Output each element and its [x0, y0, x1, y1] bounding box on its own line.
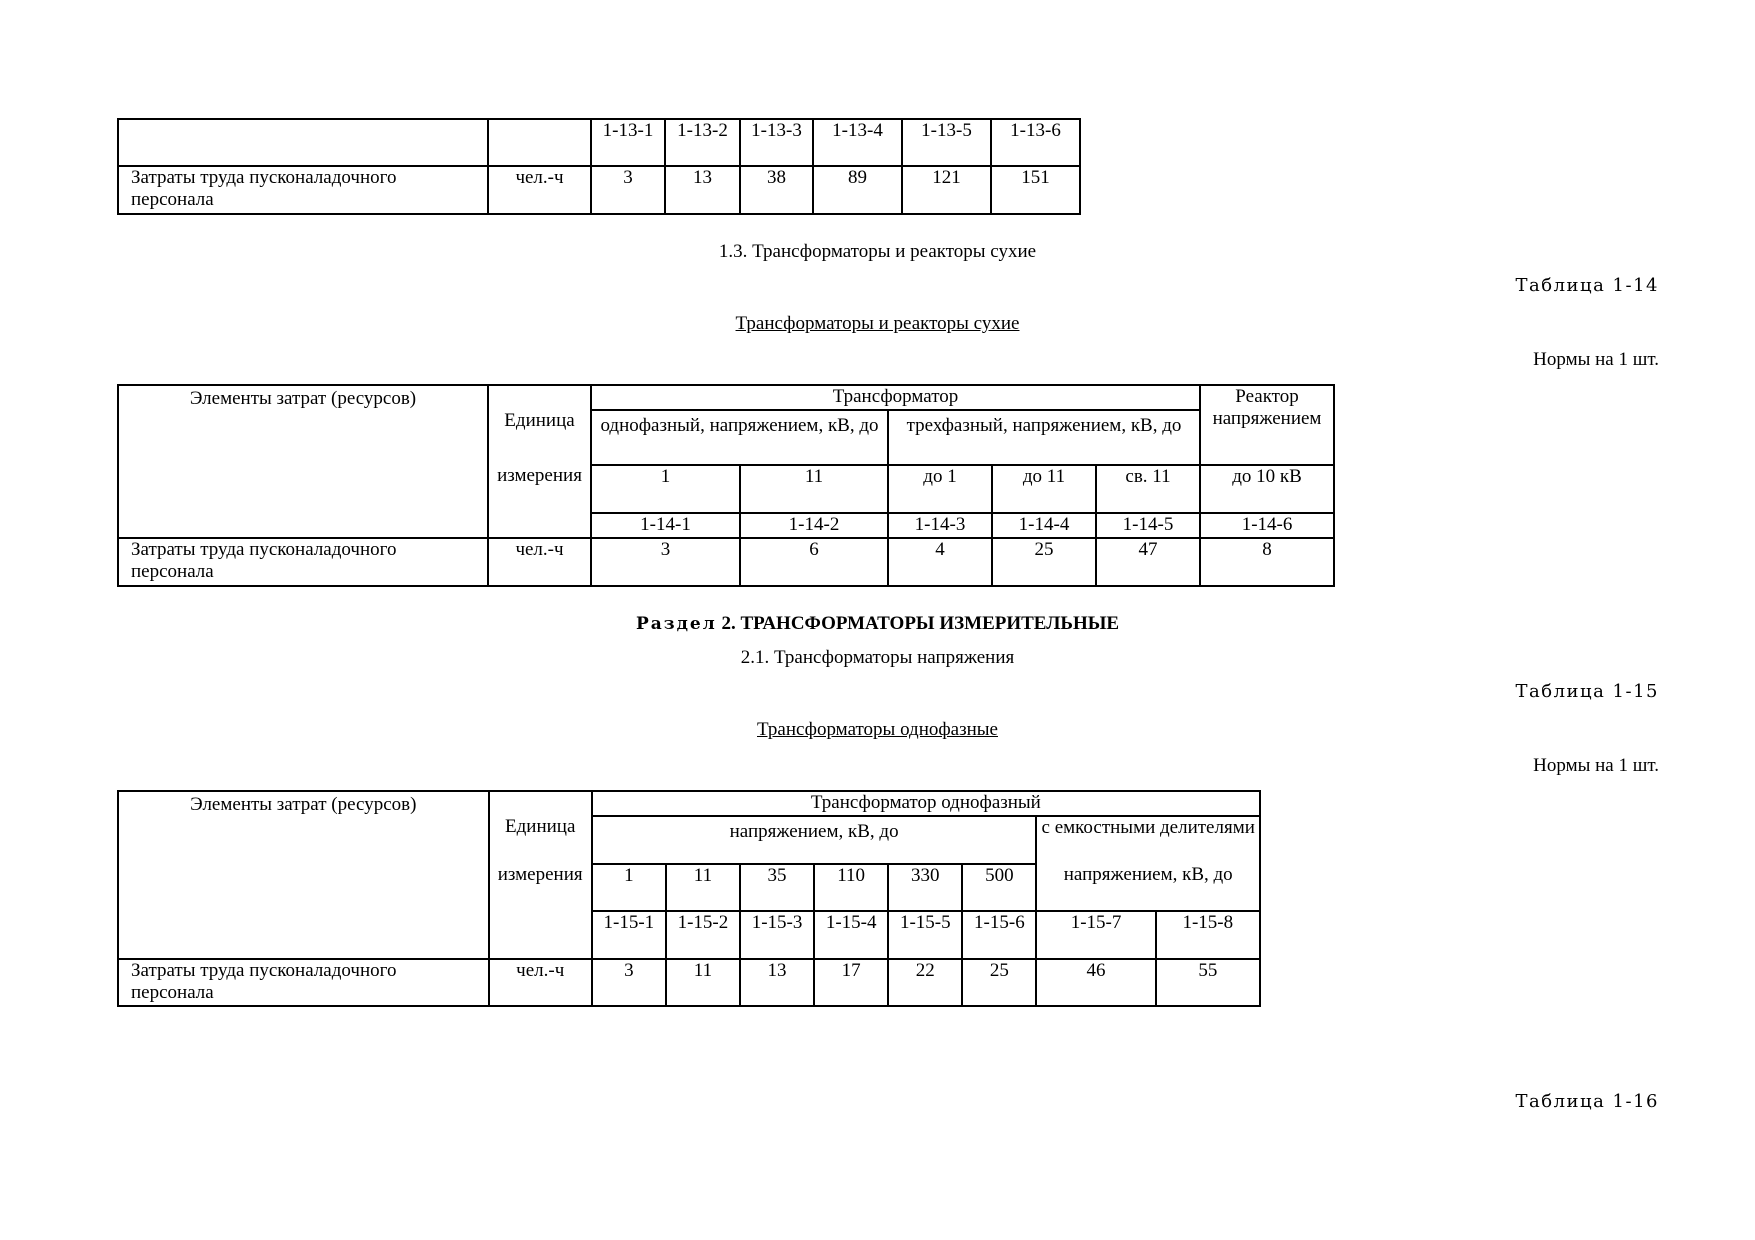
value-cell: 38 — [740, 166, 813, 214]
value-cell: 55 — [1156, 959, 1260, 1006]
row-label: Затраты труда пусконаладочного персонала — [118, 166, 488, 214]
table-1-15-number: Таблица 1-15 — [1515, 681, 1659, 702]
voltage-cell: 35 — [740, 864, 814, 911]
value-cell: 13 — [740, 959, 814, 1006]
value-cell: 3 — [592, 959, 666, 1006]
table-1-15-title: Трансформаторы однофазные — [757, 719, 998, 740]
unit-cell: чел.-ч — [489, 959, 592, 1006]
table-1-14-title: Трансформаторы и реакторы сухие — [735, 313, 1020, 334]
header-transformer: Трансформатор однофазный — [592, 791, 1260, 816]
value-cell: 6 — [740, 538, 888, 586]
voltage-cell: 330 — [888, 864, 962, 911]
value-cell: 121 — [902, 166, 991, 214]
header-unit: Единица — [488, 385, 591, 465]
code-cell: 1-15-1 — [592, 911, 666, 959]
value-cell: 17 — [814, 959, 888, 1006]
code-cell: 1-15-4 — [814, 911, 888, 959]
voltage-cell: до 10 кВ — [1200, 465, 1334, 513]
value-cell: 25 — [962, 959, 1036, 1006]
value-cell: 11 — [666, 959, 740, 1006]
code-cell: 1-14-4 — [992, 513, 1096, 538]
voltage-cell: до 1 — [888, 465, 992, 513]
header-reactor: Реактор напряжением — [1200, 385, 1334, 465]
code-cell: 1-13-3 — [740, 119, 813, 166]
header-three-phase: трехфазный, напряжением, кВ, до — [888, 410, 1200, 465]
value-cell: 47 — [1096, 538, 1200, 586]
row-label: Затраты труда пусконаладочного персонала — [118, 538, 488, 586]
table-1-14-number: Таблица 1-14 — [1515, 275, 1659, 296]
code-cell: 1-13-2 — [665, 119, 740, 166]
code-cell: 1-14-6 — [1200, 513, 1334, 538]
blank-cell — [118, 911, 489, 959]
header-elements: Элементы затрат (ресурсов) — [118, 791, 489, 911]
table-1-15-norms: Нормы на 1 шт. — [1533, 755, 1659, 776]
value-cell: 13 — [665, 166, 740, 214]
value-cell: 22 — [888, 959, 962, 1006]
value-cell: 4 — [888, 538, 992, 586]
code-cell: 1-15-5 — [888, 911, 962, 959]
section-title: 2. ТРАНСФОРМАТОРЫ ИЗМЕРИТЕЛЬНЫЕ — [721, 613, 1120, 634]
section-2-heading — [0, 612, 1755, 636]
section-1-3-title: 1.3. Трансформаторы и реакторы сухие — [718, 241, 1037, 262]
voltage-cell: 1 — [591, 465, 740, 513]
code-cell: 1-14-3 — [888, 513, 992, 538]
voltage-cell: 11 — [666, 864, 740, 911]
code-cell: 1-15-3 — [740, 911, 814, 959]
voltage-cell: 110 — [814, 864, 888, 911]
row-label: Затраты труда пусконаладочного персонала — [118, 959, 489, 1006]
header-capacitive: с емкостными делителями — [1036, 816, 1260, 864]
header-voltage: напряжением, кВ, до — [592, 816, 1037, 864]
code-cell: 1-14-2 — [740, 513, 888, 538]
header-unit-cont: измерения — [489, 864, 592, 959]
table-1-13 — [117, 118, 1081, 215]
code-cell: 1-14-5 — [1096, 513, 1200, 538]
code-cell: 1-15-8 — [1156, 911, 1260, 959]
voltage-cell: св. 11 — [1096, 465, 1200, 513]
header-capacitive-voltage: напряжением, кВ, до — [1036, 864, 1260, 911]
blank-cell — [488, 119, 591, 166]
code-cell: 1-15-2 — [666, 911, 740, 959]
table-1-15 — [117, 790, 1261, 1007]
voltage-cell: 500 — [962, 864, 1036, 911]
value-cell: 3 — [591, 538, 740, 586]
code-cell: 1-15-7 — [1036, 911, 1155, 959]
value-cell: 8 — [1200, 538, 1334, 586]
code-cell: 1-13-1 — [591, 119, 665, 166]
code-cell: 1-15-6 — [962, 911, 1036, 959]
value-cell: 25 — [992, 538, 1096, 586]
code-cell: 1-13-5 — [902, 119, 991, 166]
unit-cell: чел.-ч — [488, 166, 591, 214]
value-cell: 151 — [991, 166, 1080, 214]
header-transformer: Трансформатор — [591, 385, 1200, 410]
voltage-cell: 1 — [592, 864, 666, 911]
value-cell: 46 — [1036, 959, 1155, 1006]
code-cell: 1-13-4 — [813, 119, 902, 166]
header-unit-cont: измерения — [488, 465, 591, 538]
value-cell: 89 — [813, 166, 902, 214]
code-cell: 1-13-6 — [991, 119, 1080, 166]
table-1-14-norms: Нормы на 1 шт. — [1533, 349, 1659, 370]
section-2-1-title: 2.1. Трансформаторы напряжения — [740, 647, 1015, 668]
voltage-cell: 11 — [740, 465, 888, 513]
blank-cell — [118, 513, 488, 538]
value-cell: 3 — [591, 166, 665, 214]
code-cell: 1-14-1 — [591, 513, 740, 538]
unit-cell: чел.-ч — [488, 538, 591, 586]
section-word: Раздел — [635, 614, 717, 634]
voltage-cell: до 11 — [992, 465, 1096, 513]
header-unit: Единица — [489, 791, 592, 864]
header-single-phase: однофазный, напряжением, кВ, до — [591, 410, 888, 465]
table-1-14 — [117, 384, 1335, 587]
table-1-16-number: Таблица 1-16 — [1515, 1091, 1659, 1112]
header-elements: Элементы затрат (ресурсов) — [118, 385, 488, 513]
blank-cell — [118, 119, 488, 166]
